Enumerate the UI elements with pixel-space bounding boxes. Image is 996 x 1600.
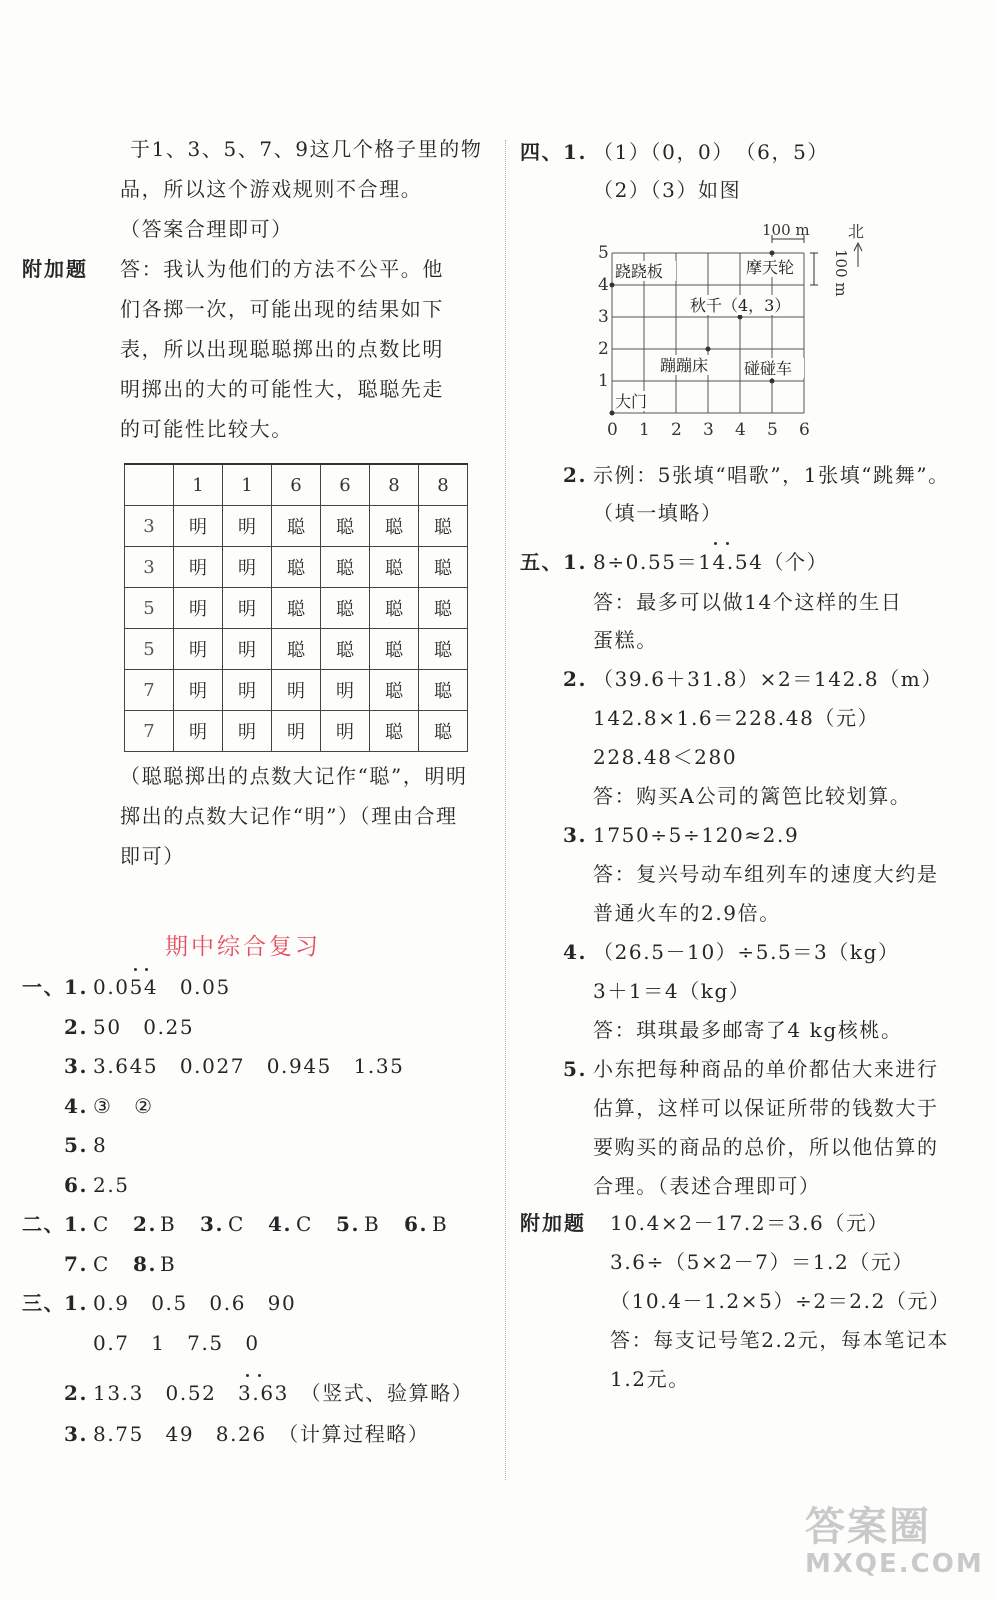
q-num: 5. [563, 1057, 588, 1081]
answer-line: 蛋糕。 [593, 628, 658, 652]
repeat-dot [134, 968, 137, 971]
bonus-line-5: 的可能性比较大。 [120, 417, 293, 441]
q-num: 5. [64, 1133, 89, 1157]
table-cell: 聪 [370, 711, 419, 752]
answer-line: 8÷0.55＝14.54（个） [593, 550, 829, 574]
choice-answer: B [364, 1212, 381, 1236]
choice-answer: C [296, 1212, 313, 1236]
answer-line: 228.48＜280 [593, 745, 738, 769]
answer-line: ③ ② [93, 1094, 154, 1118]
part-two-label: 二、 [22, 1212, 66, 1236]
bonus-line-1: 答：我认为他们的方法不公平。他 [120, 257, 444, 281]
q-num: 3. [200, 1212, 225, 1236]
column-divider [505, 140, 506, 1480]
answer-line: （1）（0，0） （6，5） [593, 140, 830, 164]
answer-line: （2）（3）如图 [593, 178, 742, 202]
answer-line: 合理。（表述合理即可） [593, 1174, 821, 1198]
table-cell: 明 [321, 670, 370, 711]
answer-line: 小东把每种商品的单价都估大来进行 [593, 1057, 939, 1081]
bonus-label: 附加题 [520, 1211, 586, 1235]
table-cell: 聪 [370, 547, 419, 588]
table-row [125, 711, 468, 752]
q-num: 3. [64, 1422, 89, 1446]
table-cell: 聪 [321, 588, 370, 629]
x-tick: 2 [671, 420, 682, 440]
choice-answer: B [160, 1252, 177, 1276]
table-cell: 明 [223, 506, 272, 547]
repeat-dot [726, 542, 729, 545]
place-label: 秋千（4，3） [690, 296, 791, 315]
table-cell: 明 [223, 547, 272, 588]
y-tick: 2 [598, 339, 609, 359]
place-label: 大门 [615, 392, 648, 411]
choice-answer: C [228, 1212, 245, 1236]
x-tick: 0 [607, 420, 618, 440]
answer-line: 3.6÷（5×2－7）＝1.2（元） [610, 1250, 915, 1274]
q-num: 2. [563, 667, 588, 691]
table-cell: 6 [321, 464, 370, 506]
watermark-url: MXQE.COM [805, 1549, 984, 1579]
table-cell: 明 [272, 670, 321, 711]
q-num: 8. [133, 1252, 158, 1276]
answer-line: 50 0.25 [93, 1015, 195, 1039]
answer-line: 1.2元。 [610, 1367, 690, 1391]
table-cell: 3 [125, 506, 174, 547]
table-cell: 聪 [419, 506, 468, 547]
q-num: 1. [64, 1212, 89, 1236]
answer-line: （39.6＋31.8）×2＝142.8（m） [593, 667, 943, 691]
q-num: 1. [64, 975, 89, 999]
repeat-dot [714, 542, 717, 545]
table-cell: 明 [223, 629, 272, 670]
part-one-label: 一、 [22, 975, 66, 999]
answer-line: 答：每支记号笔2.2元，每本笔记本 [610, 1328, 950, 1352]
continued-line-2: 品，所以这个游戏规则不合理。 [120, 177, 423, 201]
answer-line: （填一填略） [593, 501, 723, 525]
table-cell: 3 [125, 547, 174, 588]
note-line-2: 掷出的点数大记作“明”）（理由合理 [120, 804, 458, 828]
q-num: 2. [64, 1015, 89, 1039]
table-cell: 聪 [419, 711, 468, 752]
bonus-line-2: 们各掷一次，可能出现的结果如下 [120, 297, 444, 321]
part-three-label: 三、 [22, 1291, 66, 1315]
table-cell: 聪 [321, 547, 370, 588]
place-label: 跷跷板 [615, 262, 664, 281]
q-num: 1. [563, 140, 588, 164]
answer-line: 答：复兴号动车组列车的速度大约是 [593, 862, 939, 886]
answer-line: 8.75 49 8.26 （计算过程略） [93, 1422, 430, 1446]
answer-line: 估算，这样可以保证所带的钱数大于 [593, 1096, 939, 1120]
scale-label: 100 m [762, 221, 810, 239]
answer-line: 0.7 1 7.5 0 [93, 1331, 260, 1355]
continued-line-3: （答案合理即可） [120, 217, 293, 241]
q-num: 3. [563, 823, 588, 847]
table-row [125, 670, 468, 711]
table-row [125, 629, 468, 670]
table-cell: 1 [223, 464, 272, 506]
note-line-3: 即可） [120, 844, 185, 868]
answer-line: 答：购买A公司的篱笆比较划算。 [593, 784, 912, 808]
table-cell: 明 [174, 629, 223, 670]
q-num: 7. [64, 1252, 89, 1276]
q-num: 4. [268, 1212, 293, 1236]
choice-answer: C [93, 1252, 110, 1276]
answer-line: 1750÷5÷120≈2.9 [593, 823, 800, 847]
answer-line: 142.8×1.6＝228.48（元） [593, 706, 880, 730]
x-tick: 4 [735, 420, 746, 440]
table-cell: 7 [125, 670, 174, 711]
x-tick: 3 [703, 420, 714, 440]
q-num: 5. [336, 1212, 361, 1236]
note-line-1: （聪聪掷出的点数大记作“聪”，明明 [120, 764, 468, 788]
answer-line: 答：琪琪最多邮寄了4 kg核桃。 [593, 1018, 903, 1042]
table-cell: 明 [174, 547, 223, 588]
table-cell: 聪 [272, 588, 321, 629]
repeat-dot [145, 968, 148, 971]
table-cell: 聪 [272, 506, 321, 547]
table-cell: 聪 [370, 670, 419, 711]
q-num: 2. [64, 1381, 89, 1405]
table-cell: 明 [272, 711, 321, 752]
coordinate-map [590, 215, 890, 445]
answer-line: （26.5－10）÷5.5＝3（kg） [593, 940, 900, 964]
answer-line: 普通火车的2.9倍。 [593, 901, 781, 925]
q-num: 3. [64, 1054, 89, 1078]
table-cell: 聪 [419, 670, 468, 711]
repeat-dot [258, 1374, 261, 1377]
x-tick: 1 [639, 420, 650, 440]
q-num: 6. [404, 1212, 429, 1236]
answer-line: 10.4×2－17.2＝3.6（元） [610, 1211, 890, 1235]
table-cell: 6 [272, 464, 321, 506]
x-tick: 5 [767, 420, 778, 440]
answer-line: （10.4－1.2×5）÷2＝2.2（元） [610, 1289, 951, 1313]
table-cell: 明 [174, 588, 223, 629]
part-five-label: 五、 [520, 550, 564, 574]
table-cell: 聪 [321, 629, 370, 670]
answer-line: 8 [93, 1133, 108, 1157]
table-cell: 聪 [419, 629, 468, 670]
y-tick: 3 [598, 307, 609, 327]
scale-label-vertical: 100 m [832, 249, 850, 297]
q-num: 2. [133, 1212, 158, 1236]
answer-line: 示例：5张填“唱歌”，1张填“跳舞”。 [593, 463, 950, 487]
choice-answer: B [432, 1212, 449, 1236]
table-cell: 聪 [272, 547, 321, 588]
table-cell: 聪 [419, 588, 468, 629]
x-tick: 6 [799, 420, 810, 440]
repeat-dot [246, 1374, 249, 1377]
bonus-line-4: 明掷出的大的可能性大，聪聪先走 [120, 377, 444, 401]
table-header-row [125, 464, 468, 506]
table-cell: 7 [125, 711, 174, 752]
q-num: 1. [64, 1291, 89, 1315]
table-cell: 聪 [370, 506, 419, 547]
section-title: 期中综合复习 [165, 934, 321, 960]
answer-line: 要购买的商品的总价，所以他估算的 [593, 1135, 939, 1159]
q-num: 1. [563, 550, 588, 574]
table-cell: 明 [174, 506, 223, 547]
watermark-logo [805, 1505, 984, 1579]
table-cell: 明 [223, 711, 272, 752]
answer-line: 2.5 [93, 1173, 130, 1197]
table-row [125, 588, 468, 629]
table-cell: 聪 [419, 547, 468, 588]
north-label: 北 [848, 222, 865, 241]
y-tick: 4 [598, 275, 609, 295]
answer-line: 0.9 0.5 0.6 90 [93, 1291, 297, 1315]
continued-line-1: 于1、3、5、7、9这几个格子里的物 [130, 137, 483, 161]
table-cell: 明 [174, 670, 223, 711]
table-cell: 明 [174, 711, 223, 752]
table-cell: 聪 [370, 588, 419, 629]
y-tick: 1 [598, 371, 609, 391]
bonus-line-3: 表，所以出现聪聪掷出的点数比明 [120, 337, 444, 361]
answer-line: 3＋1＝4（kg） [593, 979, 751, 1003]
table-cell [125, 464, 174, 506]
watermark-title: 答案圈 [805, 1504, 931, 1550]
choice-answer: B [160, 1212, 177, 1236]
answer-line: 答：最多可以做14个这样的生日 [593, 590, 903, 614]
table-cell: 明 [223, 670, 272, 711]
y-tick: 5 [598, 243, 609, 263]
answer-line: 3.645 0.027 0.945 1.35 [93, 1054, 405, 1078]
table-cell: 8 [370, 464, 419, 506]
answer-line: 0.054 0.05 [93, 975, 231, 999]
table-cell: 5 [125, 629, 174, 670]
q-num: 6. [64, 1173, 89, 1197]
table-cell: 5 [125, 588, 174, 629]
q-num: 4. [563, 940, 588, 964]
table-cell: 明 [321, 711, 370, 752]
place-label: 蹦蹦床 [660, 356, 709, 375]
outcome-table [124, 463, 468, 752]
table-cell: 8 [419, 464, 468, 506]
table-cell: 明 [223, 588, 272, 629]
table-row [125, 506, 468, 547]
choice-answer: C [93, 1212, 110, 1236]
q-num: 4. [64, 1094, 89, 1118]
table-row [125, 547, 468, 588]
answer-line: 13.3 0.52 3.63 （竖式、验算略） [93, 1381, 474, 1405]
table-cell: 聪 [272, 629, 321, 670]
table-cell: 聪 [370, 629, 419, 670]
place-label: 碰碰车 [744, 359, 793, 378]
table-cell: 聪 [321, 506, 370, 547]
part-four-label: 四、 [520, 140, 564, 164]
table-cell: 1 [174, 464, 223, 506]
q-num: 2. [563, 463, 588, 487]
bonus-label: 附加题 [22, 257, 88, 281]
place-label: 摩天轮 [746, 258, 795, 277]
